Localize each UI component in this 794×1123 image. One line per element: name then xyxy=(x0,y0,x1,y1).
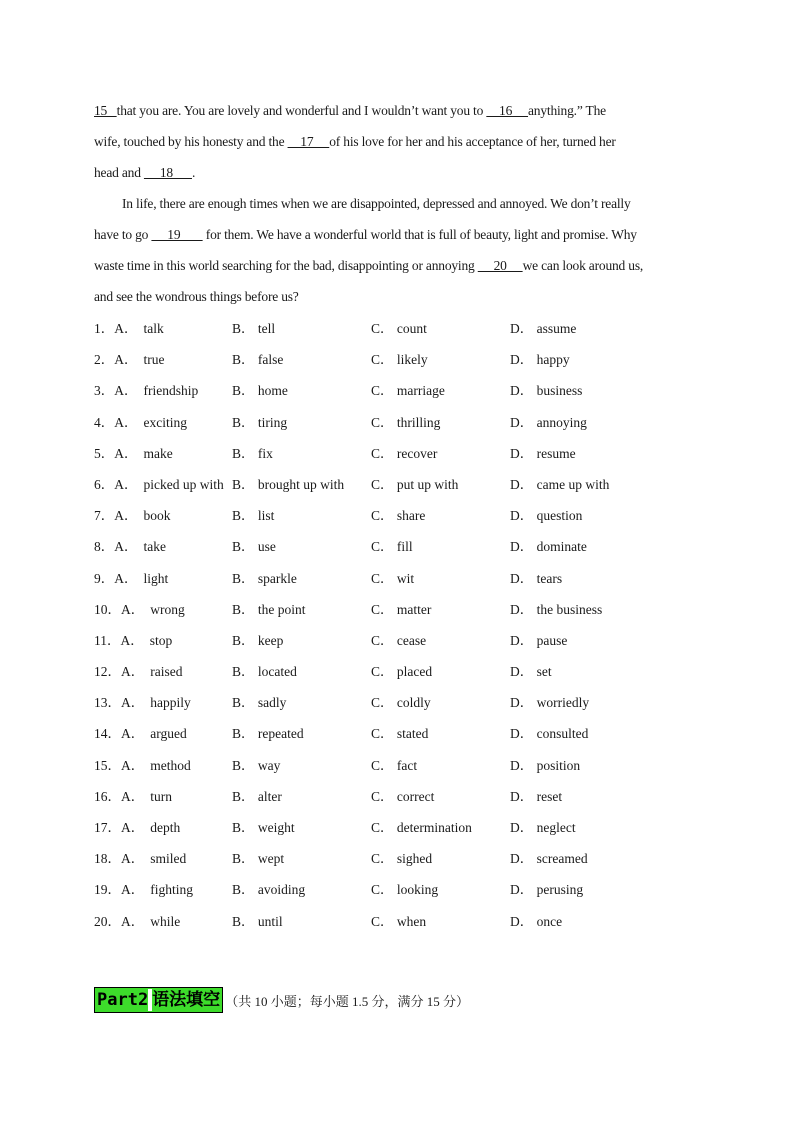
option-a-text: method xyxy=(150,757,191,773)
blank-15: 15 xyxy=(94,103,117,118)
passage-line xyxy=(94,219,704,250)
passage-text: and see the wondrous things before us? xyxy=(94,289,299,304)
option-b: B． alter xyxy=(232,788,282,804)
option-a-text: exciting xyxy=(143,414,187,430)
option-a xyxy=(94,906,180,937)
question-number: 6．A． xyxy=(94,476,138,492)
option-c: C． stated xyxy=(371,726,429,742)
passage-paragraph-1 xyxy=(94,95,704,312)
option-c: C． fact xyxy=(371,757,418,773)
option-a-text: smiled xyxy=(150,851,187,867)
option-a-text: depth xyxy=(150,820,181,835)
option-a-text: happily xyxy=(150,695,191,711)
passage-text: have to go xyxy=(94,227,152,242)
option-d: D． the business xyxy=(510,601,603,617)
option-a-text: wrong xyxy=(150,601,185,617)
option-d: D． annoying xyxy=(510,414,587,430)
option-c: C． recover xyxy=(371,445,438,461)
option-a xyxy=(94,625,172,656)
blank-18: 18 xyxy=(143,165,192,180)
question-row xyxy=(94,469,714,500)
option-c: C． thrilling xyxy=(371,414,441,430)
option-a xyxy=(94,594,185,625)
option-b: B． sparkle xyxy=(232,570,297,586)
option-a xyxy=(94,344,165,375)
question-number: 19．A． xyxy=(94,882,145,898)
option-b: B． use xyxy=(232,539,276,555)
passage-line xyxy=(94,157,704,188)
option-b: B． weight xyxy=(232,820,295,835)
question-row xyxy=(94,687,714,718)
question-number: 7．A． xyxy=(94,508,138,524)
option-a xyxy=(94,687,191,718)
passage-line xyxy=(94,250,704,281)
blank-19: 19 xyxy=(151,227,203,242)
question-row xyxy=(94,375,714,406)
question-row xyxy=(94,781,714,812)
question-row xyxy=(94,313,714,344)
question-number: 20．A． xyxy=(94,913,145,929)
option-c: C． determination xyxy=(371,820,472,835)
option-d: D． neglect xyxy=(510,820,576,835)
question-row xyxy=(94,906,714,937)
option-b: B． repeated xyxy=(232,726,304,742)
question-row xyxy=(94,594,714,625)
option-b: B． located xyxy=(232,664,297,680)
option-a xyxy=(94,500,171,531)
option-b: B． keep xyxy=(232,632,284,648)
option-c: C． wit xyxy=(371,570,415,586)
question-number: 2．A． xyxy=(94,352,138,368)
passage-text: that you are. You are lovely and wonderful and I wouldn’t want you to xyxy=(116,103,487,118)
option-a-text: picked up with xyxy=(143,476,224,492)
option-d: D． assume xyxy=(510,321,577,336)
option-b: B． fix xyxy=(232,445,273,461)
option-a xyxy=(94,718,187,749)
option-c: C． correct xyxy=(371,788,435,804)
option-d: D． once xyxy=(510,913,563,929)
option-a-text: book xyxy=(143,508,171,524)
option-a-text: argued xyxy=(150,726,187,742)
option-a-text: turn xyxy=(150,788,172,804)
option-c: C． cease xyxy=(371,632,427,648)
option-d: D． question xyxy=(510,508,583,524)
option-a xyxy=(94,438,173,469)
option-d: D． worriedly xyxy=(510,695,590,711)
question-row xyxy=(94,656,714,687)
option-d: D． reset xyxy=(510,788,563,804)
option-b: B． brought up with xyxy=(232,476,345,492)
question-row xyxy=(94,563,714,594)
question-row xyxy=(94,407,714,438)
question-number: 3．A． xyxy=(94,383,138,399)
option-b: B． list xyxy=(232,508,275,524)
option-a xyxy=(94,781,172,812)
option-d: D． business xyxy=(510,383,583,399)
option-b: B． false xyxy=(232,352,284,368)
option-c: C． matter xyxy=(371,601,432,617)
question-number: 13．A． xyxy=(94,695,145,711)
section-note: （共 10 小题；每小题 1.5 分，满分 15 分） xyxy=(225,993,469,1009)
option-a-text: fighting xyxy=(150,882,193,898)
passage-line xyxy=(94,95,704,126)
option-c: C． put up with xyxy=(371,476,459,492)
option-b: B． the point xyxy=(232,601,306,617)
section-title: 语法填空 xyxy=(152,990,221,1010)
passage-text: In life, there are enough times when we are disappointed, depressed and annoyed. We don’t really xyxy=(122,196,631,211)
option-a xyxy=(94,563,168,594)
option-d: D． tears xyxy=(510,570,563,586)
option-c: C． placed xyxy=(371,664,433,680)
question-row xyxy=(94,812,714,843)
option-c: C． fill xyxy=(371,539,413,555)
option-a-text: raised xyxy=(150,664,183,680)
option-a xyxy=(94,469,224,500)
option-d: D． screamed xyxy=(510,851,588,867)
option-d: D． resume xyxy=(510,445,576,461)
option-a-text: make xyxy=(143,445,173,461)
question-number: 18．A． xyxy=(94,851,145,867)
passage-text: for them. We have a wonderful world that is full of beauty, light and promise. Why xyxy=(202,227,637,242)
option-a-text: take xyxy=(143,539,166,555)
option-d: D． pause xyxy=(510,632,568,648)
passage-text: we can look around us, xyxy=(522,258,644,273)
option-a-text: talk xyxy=(143,321,164,336)
question-number: 14．A． xyxy=(94,726,145,742)
passage-text: . xyxy=(191,165,196,180)
option-b: B． avoiding xyxy=(232,882,306,898)
passage-text: wife, touched by his honesty and the xyxy=(94,134,288,149)
option-b: B． home xyxy=(232,383,288,399)
option-a xyxy=(94,407,187,438)
question-number: 10．A． xyxy=(94,601,145,617)
blank-20: 20 xyxy=(477,258,523,273)
option-d: D． consulted xyxy=(510,726,589,742)
section-heading xyxy=(94,986,469,1014)
option-a xyxy=(94,874,193,905)
option-a-text: stop xyxy=(149,632,173,648)
option-a xyxy=(94,531,166,562)
question-row xyxy=(94,625,714,656)
option-a xyxy=(94,375,198,406)
option-d: D． happy xyxy=(510,352,570,368)
option-a xyxy=(94,313,164,344)
passage-text: of his love for her and his acceptance of her, turned her xyxy=(329,134,616,149)
passage-line xyxy=(94,281,704,312)
blank-16: 16 xyxy=(486,103,529,118)
blank-17: 17 xyxy=(287,134,330,149)
option-d: D． position xyxy=(510,757,581,773)
passage-text: anything.” The xyxy=(528,103,606,118)
option-c: C． share xyxy=(371,508,426,524)
option-a xyxy=(94,750,191,781)
option-d: D． came up with xyxy=(510,476,610,492)
passage-line xyxy=(94,188,704,219)
option-c: C． coldly xyxy=(371,695,431,711)
option-a-text: true xyxy=(143,352,165,368)
question-number: 17．A． xyxy=(94,820,145,835)
option-c: C． sighed xyxy=(371,851,433,867)
option-c: C． count xyxy=(371,321,427,336)
option-a xyxy=(94,812,180,843)
part-label: Part2 xyxy=(97,990,149,1010)
question-row xyxy=(94,500,714,531)
option-a xyxy=(94,656,182,687)
question-row xyxy=(94,438,714,469)
question-row xyxy=(94,750,714,781)
option-b: B． until xyxy=(232,913,283,929)
option-b: B． way xyxy=(232,757,281,773)
question-row xyxy=(94,531,714,562)
option-c: C． when xyxy=(371,913,427,929)
option-d: D． set xyxy=(510,664,552,680)
passage-text: waste time in this world searching for the bad, disappointing or annoying xyxy=(94,258,478,273)
question-number: 1．A． xyxy=(94,321,138,336)
option-c: C． looking xyxy=(371,882,439,898)
question-number: 15．A． xyxy=(94,757,145,773)
question-number: 4．A． xyxy=(94,414,138,430)
question-row xyxy=(94,344,714,375)
option-b: B． sadly xyxy=(232,695,287,711)
question-number: 11．A． xyxy=(94,632,144,648)
passage-text: head and xyxy=(94,165,144,180)
option-c: C． likely xyxy=(371,352,428,368)
option-b: B． tell xyxy=(232,321,276,336)
question-number: 16．A． xyxy=(94,788,145,804)
answer-options-list xyxy=(94,313,714,937)
option-a xyxy=(94,843,186,874)
option-b: B． tiring xyxy=(232,414,288,430)
option-b: B． wept xyxy=(232,851,285,867)
question-number: 12．A． xyxy=(94,664,145,680)
option-d: D． dominate xyxy=(510,539,587,555)
part-badge xyxy=(94,987,223,1013)
question-row xyxy=(94,874,714,905)
option-a-text: while xyxy=(150,913,181,929)
option-c: C． marriage xyxy=(371,383,445,399)
option-d: D． perusing xyxy=(510,882,584,898)
question-number: 5．A． xyxy=(94,445,138,461)
question-row xyxy=(94,718,714,749)
passage-line xyxy=(94,126,704,157)
question-row xyxy=(94,843,714,874)
option-a-text: friendship xyxy=(143,383,199,399)
question-number: 9．A． xyxy=(94,570,138,586)
option-a-text: light xyxy=(143,570,169,586)
question-number: 8．A． xyxy=(94,539,138,555)
